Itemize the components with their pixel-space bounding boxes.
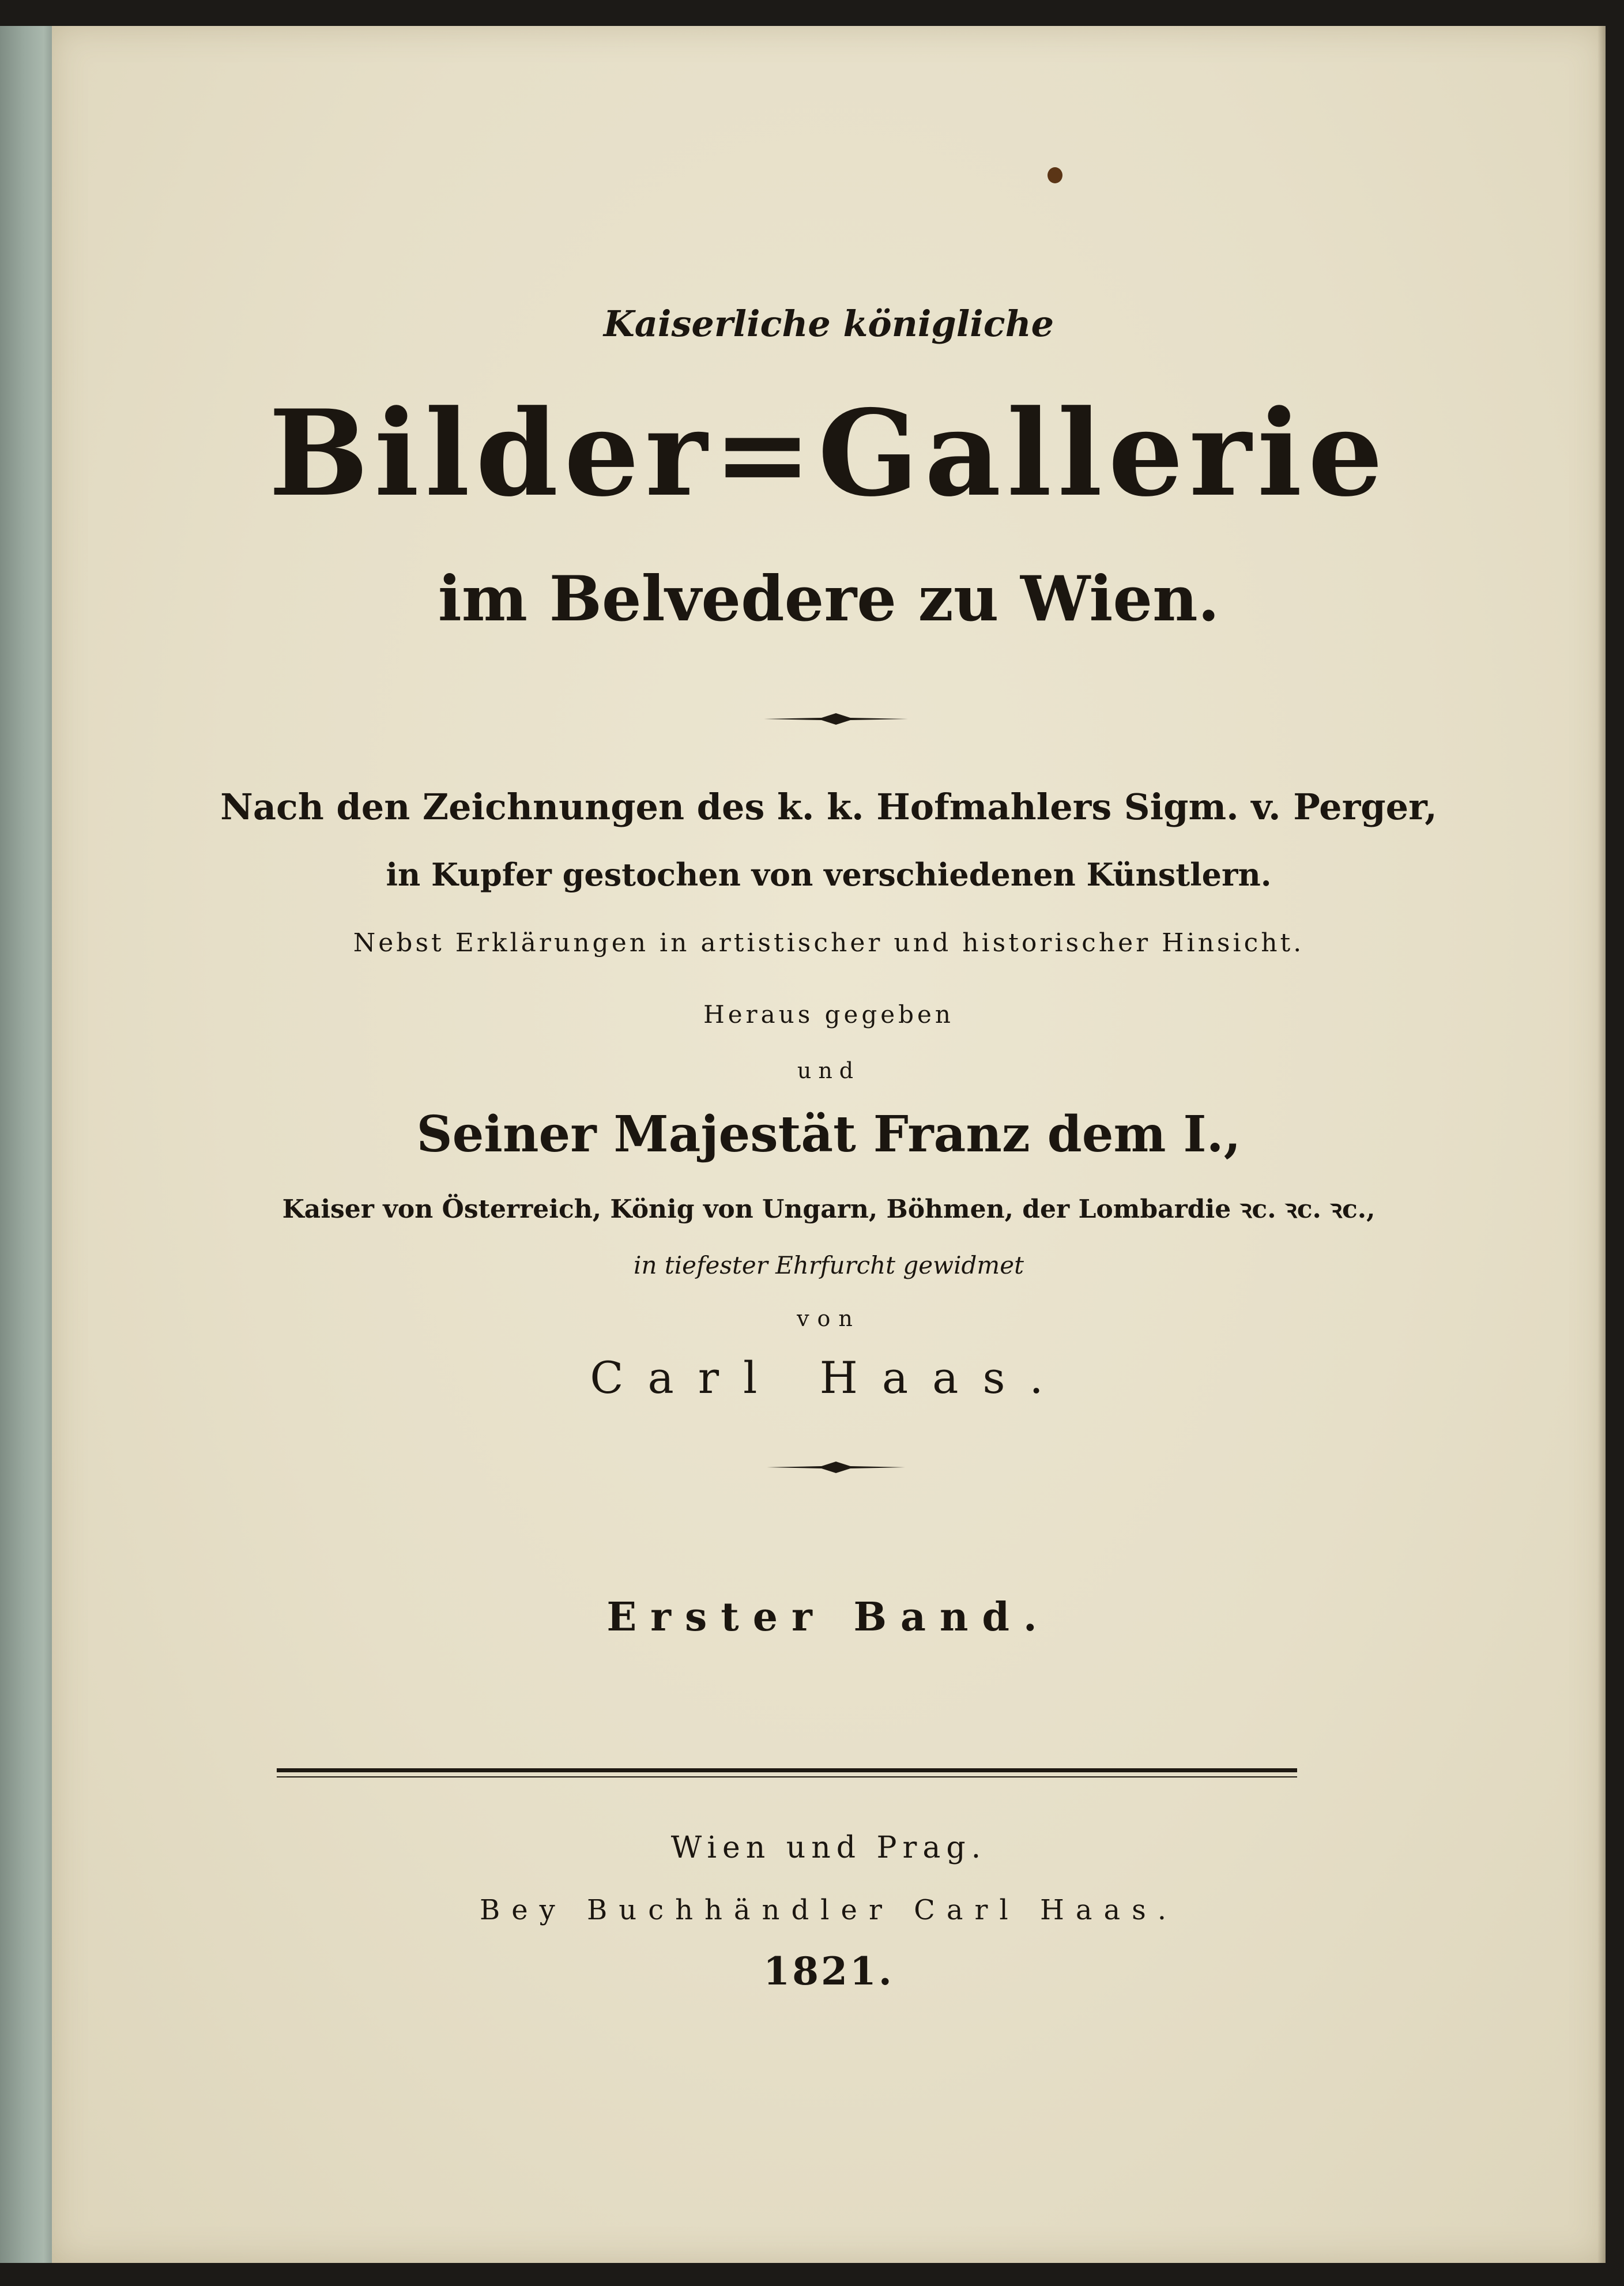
- book-cover-edge: [0, 26, 57, 2263]
- double-rule: [277, 1768, 1297, 1777]
- title-line-ehrfurcht: in tiefester Ehrfurcht gewidmet: [634, 1251, 1024, 1279]
- title-line-von: von: [797, 1306, 861, 1331]
- title-line-erklaerungen: Nebst Erklärungen in artistischer und historischer Hinsicht.: [353, 928, 1305, 958]
- rule-thin: [277, 1776, 1297, 1777]
- volume-label: Erster Band.: [606, 1594, 1051, 1640]
- title-page: [52, 26, 1606, 2263]
- imprint-place: Wien und Prag.: [670, 1831, 987, 1865]
- title-line-zeichnungen: Nach den Zeichnungen des k. k. Hofmahlers Sigm. v. Perger,: [220, 786, 1437, 828]
- ornament-divider-top: [764, 712, 908, 726]
- title-line-herausgegeben: Heraus gegeben: [703, 1000, 954, 1029]
- author-name: Carl Haas.: [590, 1352, 1068, 1403]
- page-edge-shadow: [1597, 26, 1606, 2263]
- main-title: Bilder=Gallerie: [269, 385, 1389, 523]
- imprint-year: 1821.: [763, 1949, 894, 1994]
- title-line-belvedere: im Belvedere zu Wien.: [438, 563, 1220, 635]
- imprint-publisher: Bey Buchhändler Carl Haas.: [479, 1894, 1178, 1926]
- ink-spot: [1048, 167, 1062, 183]
- title-line-und: und: [797, 1058, 861, 1083]
- title-line-kaiserliche: Kaiserliche königliche: [603, 303, 1054, 345]
- title-line-kaiser-titles: Kaiser von Österreich, König von Ungarn, Böhmen, der Lombardie ꝛc. ꝛc. ꝛc.,: [282, 1195, 1376, 1224]
- rule-thick: [277, 1768, 1297, 1772]
- ornament-divider-bottom: [767, 1460, 905, 1474]
- title-line-kupfer: in Kupfer gestochen von verschiedenen Künstlern.: [386, 856, 1272, 893]
- dedicatee-line: Seiner Majestät Franz dem I.,: [416, 1105, 1241, 1163]
